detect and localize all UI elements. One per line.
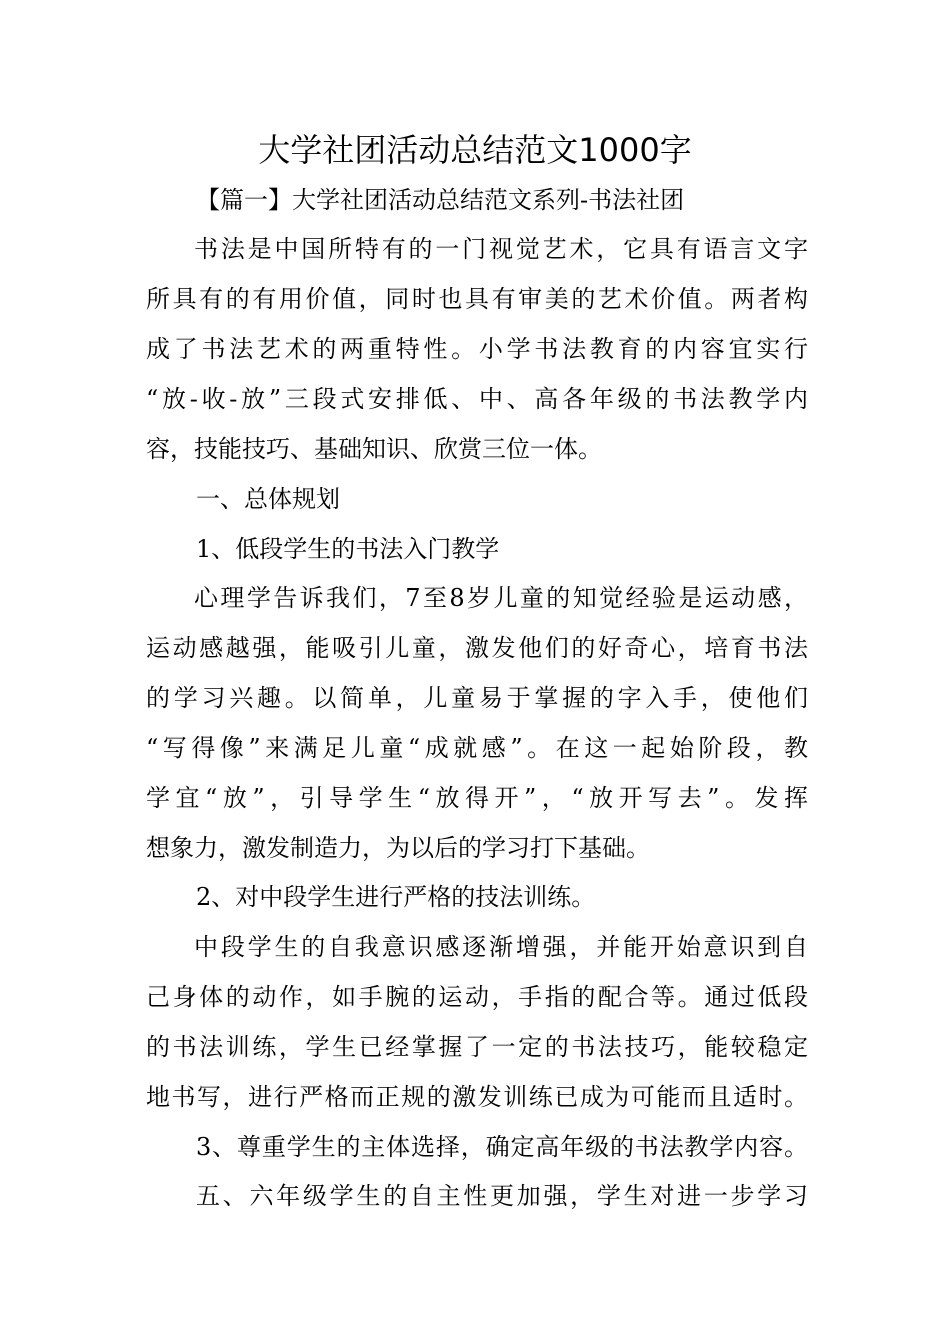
subsection-heading: 3、尊重学生的主体选择，确定高年级的书法教学内容。 xyxy=(196,1133,808,1161)
paragraph-line: 的学习兴趣。以简单，儿童易于掌握的字入手，使他们 xyxy=(146,684,808,712)
paragraph-line: 书法是中国所特有的一门视觉艺术，它具有语言文字 xyxy=(194,235,808,263)
document-title: 大学社团活动总结范文1000字 xyxy=(258,131,692,169)
paragraph-line: 的书法训练，学生已经掌握了一定的书法技巧，能较稳定 xyxy=(146,1033,808,1061)
paragraph-line: 运动感越强，能吸引儿童，激发他们的好奇心，培育书法 xyxy=(146,634,808,662)
paragraph-line: 中段学生的自我意识感逐渐增强，并能开始意识到自 xyxy=(194,933,808,961)
paragraph-line: 五、六年级学生的自主性更加强，学生对进一步学习 xyxy=(196,1182,808,1210)
paragraph-line: 心理学告诉我们，7至8岁儿童的知觉经验是运动感， xyxy=(194,584,808,612)
paragraph-line: 容，技能技巧、基础知识、欣赏三位一体。 xyxy=(146,435,602,463)
section-heading: 【篇一】大学社团活动总结范文系列-书法社团 xyxy=(196,186,685,214)
subsection-heading: 1、低段学生的书法入门教学 xyxy=(196,535,500,563)
paragraph-line: 己身体的动作，如手腕的运动，手指的配合等。通过低段 xyxy=(146,983,808,1011)
paragraph-line: “放-收-放”三段式安排低、中、高各年级的书法教学内 xyxy=(146,385,808,413)
subsection-heading: 2、对中段学生进行严格的技法训练。 xyxy=(196,883,596,911)
paragraph-line: 学宜“放”，引导学生“放得开”，“放开写去”。发挥 xyxy=(146,784,808,812)
paragraph-line: “写得像”来满足儿童“成就感”。在这一起始阶段，教 xyxy=(146,734,808,762)
paragraph-line: 成了书法艺术的两重特性。小学书法教育的内容宜实行 xyxy=(146,335,808,363)
section-heading: 一、总体规划 xyxy=(196,485,340,513)
paragraph-line: 所具有的有用价值，同时也具有审美的艺术价值。两者构 xyxy=(146,285,808,313)
paragraph-line: 想象力，激发制造力，为以后的学习打下基础。 xyxy=(146,834,650,862)
paragraph-line: 地书写，进行严格而正规的激发训练已成为可能而且适时。 xyxy=(146,1083,808,1111)
